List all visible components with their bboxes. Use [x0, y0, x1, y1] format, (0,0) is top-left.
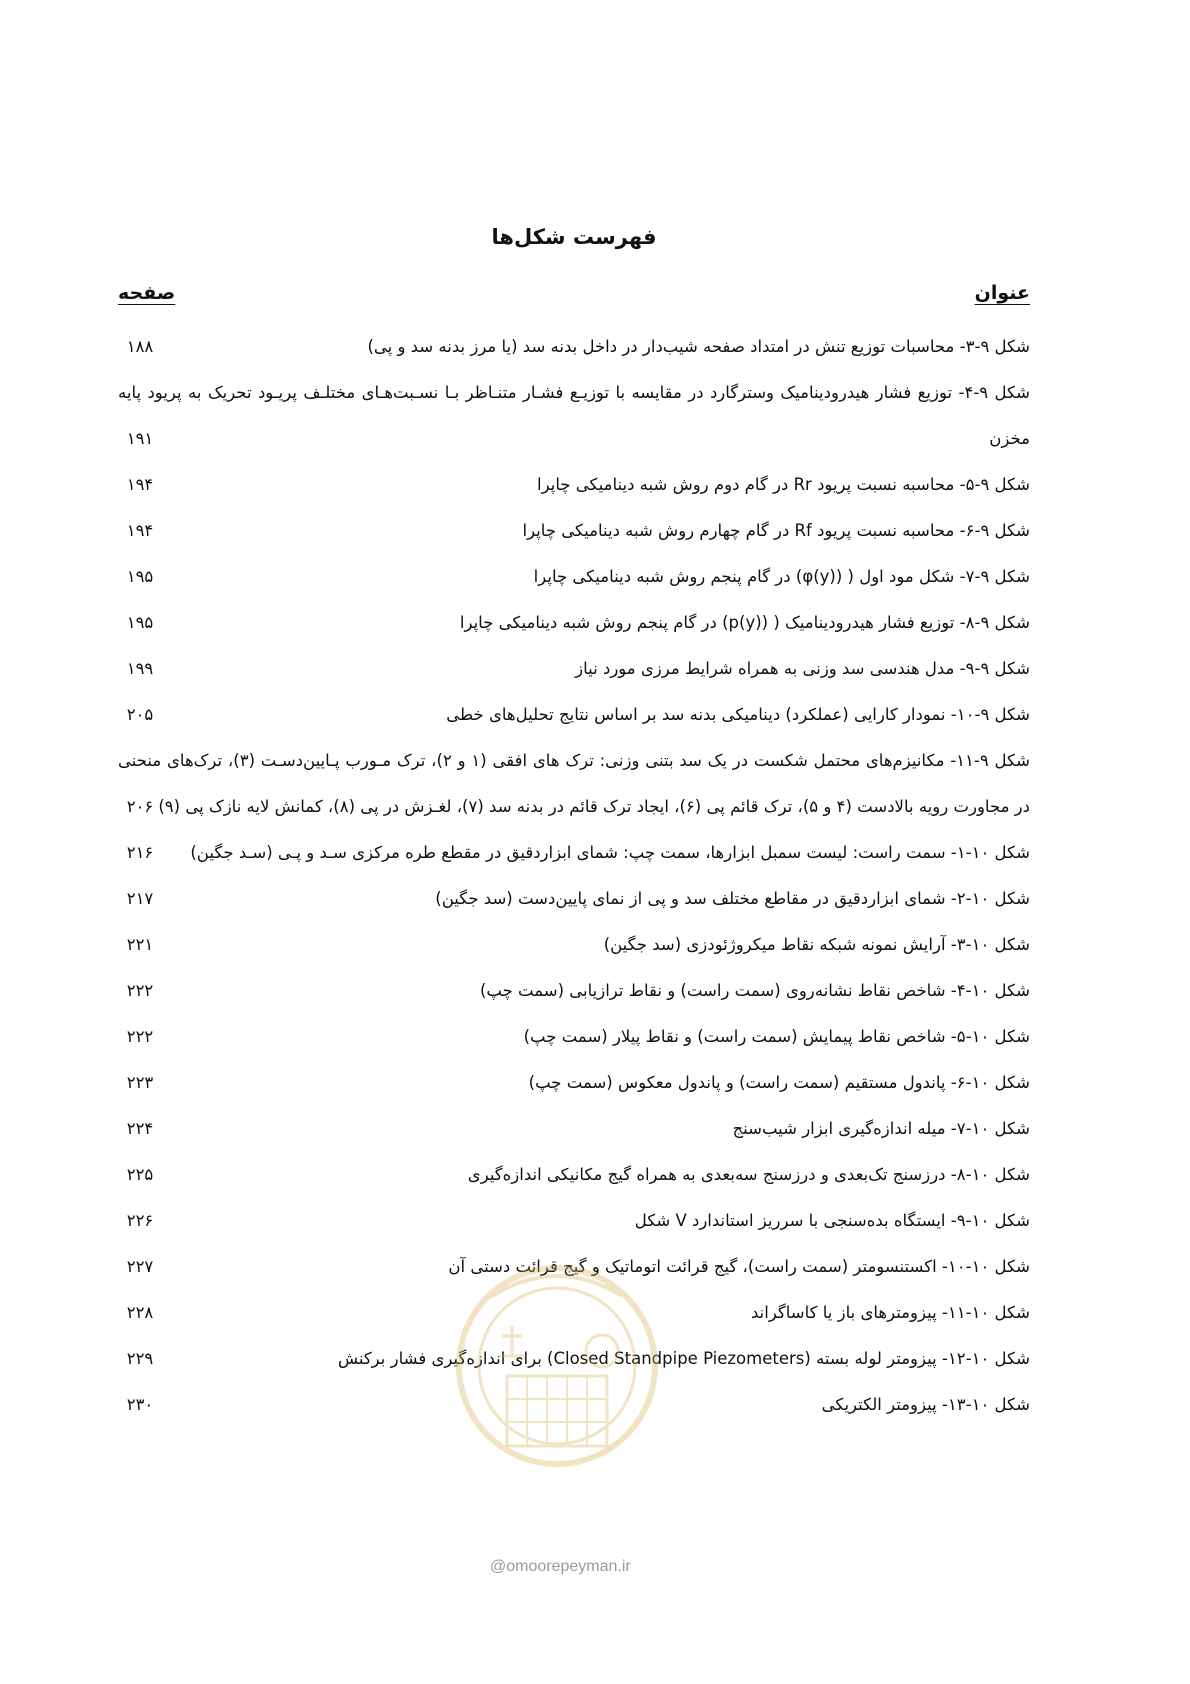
- list-item[interactable]: [118, 876, 1030, 922]
- entry-page: ۲۲۹: [126, 1349, 154, 1368]
- list-item[interactable]: [118, 968, 1030, 1014]
- entry-page: ۱۹۹: [126, 659, 154, 678]
- list-item[interactable]: [118, 1152, 1030, 1198]
- list-item[interactable]: [118, 1290, 1030, 1336]
- header-title: عنوان: [974, 282, 1030, 304]
- entry-caption: شکل ۱۰-۵- شاخص نقاط پیمایش (سمت راست) و نقاط پیلار (سمت چپ): [523, 1027, 1030, 1046]
- entry-page: ۲۰۶: [126, 797, 154, 816]
- entry-caption: شکل ۹-۵- محاسبه نسبت پریود Rr در گام دوم روش شبه دینامیکی چاپرا: [537, 475, 1030, 494]
- entry-caption: شکل ۹-۷- شکل مود اول ( (φ(y)) در گام پنجم روش شبه دینامیکی چاپرا: [533, 567, 1030, 586]
- header-page: صفحه: [118, 282, 176, 304]
- list-item[interactable]: [118, 738, 1030, 830]
- list-item[interactable]: [118, 508, 1030, 554]
- entry-page: ۲۱۶: [126, 843, 154, 862]
- entry-caption: شکل ۱۰-۲- شمای ابزاردقیق در مقاطع مختلف سد و پی از نمای پایین‌دست (سد جگین): [435, 889, 1030, 908]
- entry-caption: شکل ۹-۶- محاسبه نسبت پریود Rf در گام چهارم روش شبه دینامیکی چاپرا: [522, 521, 1030, 540]
- list-item[interactable]: [118, 830, 1030, 876]
- entry-caption: شکل ۱۰-۸- درزسنج تک‌بعدی و درزسنج سه‌بعدی به همراه گیج مکانیکی اندازه‌گیری: [467, 1165, 1030, 1184]
- list-item[interactable]: [118, 1244, 1030, 1290]
- entry-caption: شکل ۹-۱۱- مکانیزم‌های محتمل شکست در یک سد بتنی وزنی: ترک های افقی (۱ و ۲)، ترک مـورب پـایین‌دسـت (۳)، ترک‌های منحنی در مجاورت رویه بالادست (۴ و ۵)، ترک قائم پی (۶)، ایجاد ترک قائم در بدنه سد (۷)، لغـزش در پی (۸)، کمانش لایه نازک پی (۹): [118, 751, 1030, 816]
- entry-page: ۲۲۳: [126, 1073, 154, 1092]
- entry-page: ۱۹۴: [126, 475, 154, 494]
- entry-page: ۲۰۵: [126, 705, 154, 724]
- entry-page: ۲۳۰: [126, 1395, 154, 1414]
- document-page: [118, 0, 1030, 1684]
- entry-page: ۱۹۵: [126, 567, 154, 586]
- list-item[interactable]: [118, 1060, 1030, 1106]
- entry-page: ۲۲۸: [126, 1303, 154, 1322]
- entry-page: ۱۸۸: [126, 337, 154, 356]
- entry-page: ۱۹۵: [126, 613, 154, 632]
- list-item[interactable]: [118, 324, 1030, 370]
- entry-caption: شکل ۱۰-۷- میله اندازه‌گیری ابزار شیب‌سنج: [732, 1119, 1030, 1138]
- figure-list: [118, 324, 1030, 1428]
- entry-page: ۲۲۷: [126, 1257, 154, 1276]
- entry-caption: شکل ۹-۳- محاسبات توزیع تنش در امتداد صفحه شیب‌دار در داخل بدنه سد (یا مرز بدنه سد و پی): [367, 337, 1030, 356]
- list-item[interactable]: [118, 1014, 1030, 1060]
- entry-page: ۱۹۱: [126, 429, 154, 448]
- entry-caption: شکل ۱۰-۱۰- اکستنسومتر (سمت راست)، گیج قرائت اتوماتیک و گیج قرائت دستی آن: [448, 1257, 1030, 1276]
- list-item[interactable]: [118, 1106, 1030, 1152]
- entry-page: ۲۲۲: [126, 981, 154, 1000]
- entry-caption: شکل ۹-۹- مدل هندسی سد وزنی به همراه شرایط مرزی مورد نیاز: [575, 659, 1030, 678]
- list-item[interactable]: [118, 600, 1030, 646]
- entry-caption: شکل ۹-۴- توزیع فشار هیدرودینامیک وسترگارد در مقایسه با توزیـع فشـار متنـاظر بـا نسـبت‌هـای مختلـف پریـود تحریک به پریود پایه مخزن: [118, 383, 1030, 448]
- list-item[interactable]: [118, 370, 1030, 462]
- list-item[interactable]: [118, 1336, 1030, 1382]
- list-item[interactable]: [118, 1382, 1030, 1428]
- column-header: [118, 282, 1030, 316]
- entry-caption: شکل ۹-۱۰- نمودار کارایی (عملکرد) دینامیکی بدنه سد بر اساس نتایج تحلیل‌های خطی: [446, 705, 1030, 724]
- entry-caption: شکل ۱۰-۱۲- پیزومتر لوله بسته (Closed Standpipe Piezometers) برای اندازه‌گیری فشار برکنش: [337, 1349, 1030, 1368]
- entry-caption: شکل ۱۰-۱۳- پیزومتر الکتریکی: [821, 1395, 1030, 1414]
- entry-page: ۲۲۱: [126, 935, 154, 954]
- list-item[interactable]: [118, 692, 1030, 738]
- entry-caption: شکل ۹-۸- توزیع فشار هیدرودینامیک ( (p(y)) در گام پنجم روش شبه دینامیکی چاپرا: [459, 613, 1030, 632]
- entry-page: ۲۲۶: [126, 1211, 154, 1230]
- entry-page: ۲۲۴: [126, 1119, 154, 1138]
- entry-page: ۲۱۷: [126, 889, 154, 908]
- list-item[interactable]: [118, 646, 1030, 692]
- list-item[interactable]: [118, 554, 1030, 600]
- entry-caption: شکل ۱۰-۱۱- پیزومترهای باز یا کاساگراند: [750, 1303, 1030, 1322]
- entry-caption: شکل ۱۰-۴- شاخص نقاط نشانه‌روی (سمت راست) و نقاط ترازیابی (سمت چپ): [479, 981, 1030, 1000]
- entry-caption: شکل ۱۰-۳- آرایش نمونه شبکه نقاط میکروژئودزی (سد جگین): [603, 935, 1030, 954]
- entry-caption: شکل ۱۰-۱- سمت راست: لیست سمبل ابزارها، سمت چپ: شمای ابزاردقیق در مقطع طره مرکزی سـد و پـی (سـد جگین): [190, 843, 1030, 862]
- document-title: فهرست شکل‌ها: [491, 225, 657, 249]
- list-item[interactable]: [118, 1198, 1030, 1244]
- entry-caption: شکل ۱۰-۹- ایستگاه بده‌سنجی با سرریز استاندارد V شکل: [634, 1211, 1030, 1230]
- list-item[interactable]: [118, 922, 1030, 968]
- entry-page: ۲۲۲: [126, 1027, 154, 1046]
- entry-page: ۱۹۴: [126, 521, 154, 540]
- list-item[interactable]: [118, 462, 1030, 508]
- entry-caption: شکل ۱۰-۶- پاندول مستقیم (سمت راست) و پاندول معکوس (سمت چپ): [528, 1073, 1030, 1092]
- entry-page: ۲۲۵: [126, 1165, 154, 1184]
- watermark-url: @omoorepeyman.ir: [490, 1558, 631, 1575]
